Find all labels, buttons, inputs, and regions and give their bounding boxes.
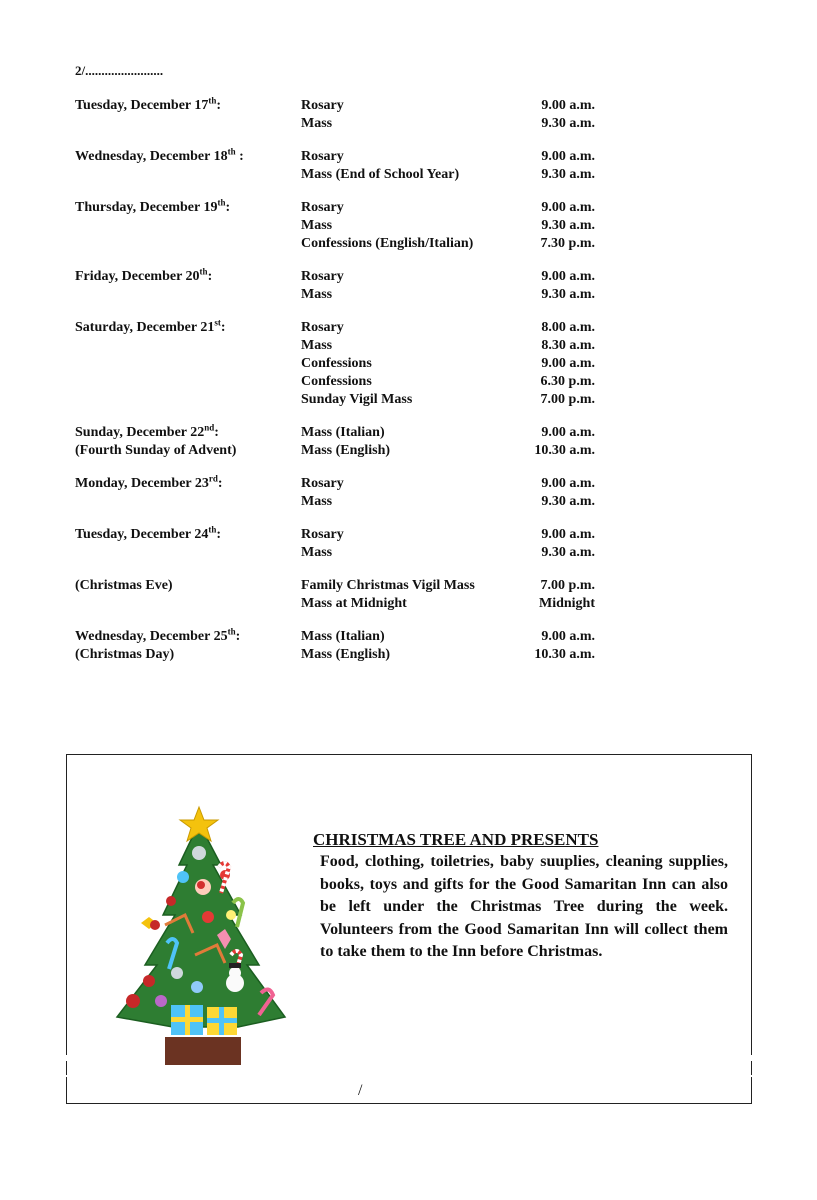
service-row <box>301 217 615 235</box>
service-name: Rosary <box>301 269 344 284</box>
service-name: Confessions (English/Italian) <box>301 236 474 251</box>
day-label <box>75 475 295 493</box>
service-row <box>301 544 615 562</box>
service-time: 9.30 a.m. <box>541 167 595 182</box>
service-row <box>301 595 615 613</box>
schedule-day <box>75 97 615 133</box>
service-row <box>301 424 615 442</box>
service-row <box>301 373 615 391</box>
service-name: Rosary <box>301 476 344 491</box>
day-ordinal-suffix: th <box>208 95 217 106</box>
service-name: Mass <box>301 494 333 509</box>
day-name: Wednesday, December 18 <box>75 149 228 164</box>
service-row <box>301 475 615 493</box>
day-label <box>75 97 295 115</box>
service-row <box>301 115 615 133</box>
day-name: Tuesday, December 17 <box>75 98 209 113</box>
notice-title: CHRISTMAS TREE AND PRESENTS <box>313 830 599 849</box>
service-time: 9.30 a.m. <box>541 116 595 131</box>
service-name: Sunday Vigil Mass <box>301 392 413 407</box>
day-ordinal-suffix: th <box>227 146 236 157</box>
service-row <box>301 268 615 286</box>
day-subtitle: (Fourth Sunday of Advent) <box>75 443 237 458</box>
page-reference: 2/........................ <box>75 63 164 78</box>
service-time: 9.30 a.m. <box>541 287 595 302</box>
service-row <box>301 199 615 217</box>
service-row <box>301 391 615 409</box>
day-name: Monday, December 23 <box>75 476 209 491</box>
day-name: Friday, December 20 <box>75 269 200 284</box>
service-time: 9.00 a.m. <box>541 149 595 164</box>
day-ordinal-suffix: th <box>208 524 217 535</box>
service-name: Mass (Italian) <box>301 629 385 644</box>
service-name: Mass at Midnight <box>301 596 407 611</box>
service-time: 7.00 p.m. <box>540 392 595 407</box>
service-name: Mass <box>301 116 333 131</box>
mass-schedule <box>75 97 615 679</box>
schedule-day <box>75 424 615 460</box>
service-name: Rosary <box>301 320 344 335</box>
day-ordinal-suffix: st <box>214 317 221 328</box>
day-colon: : <box>225 200 231 215</box>
slash-mark: / <box>358 1082 363 1099</box>
service-name: Confessions <box>301 356 372 371</box>
service-name: Confessions <box>301 374 372 389</box>
service-row <box>301 628 615 646</box>
schedule-day <box>75 148 615 184</box>
day-label <box>75 319 295 337</box>
schedule-day <box>75 268 615 304</box>
service-row <box>301 355 615 373</box>
service-time: 7.00 p.m. <box>540 578 595 593</box>
schedule-day <box>75 628 615 664</box>
day-colon: : <box>214 425 219 440</box>
day-colon: : <box>216 98 222 113</box>
day-label <box>75 577 295 595</box>
day-colon: : <box>216 527 222 542</box>
service-row <box>301 166 615 184</box>
service-name: Mass (Italian) <box>301 425 385 440</box>
service-time: 9.30 a.m. <box>541 494 595 509</box>
day-ordinal-suffix: th <box>227 626 236 637</box>
service-time: 9.30 a.m. <box>541 545 595 560</box>
service-name: Mass <box>301 218 333 233</box>
day-name: Wednesday, December 25 <box>75 629 228 644</box>
service-name: Mass (End of School Year) <box>301 167 460 182</box>
day-name: Thursday, December 19 <box>75 200 218 215</box>
day-ordinal-suffix: nd <box>204 422 215 433</box>
day-colon: : <box>235 629 241 644</box>
schedule-day <box>75 526 615 562</box>
service-row <box>301 148 615 166</box>
day-name: Saturday, December 21 <box>75 320 215 335</box>
day-name: (Christmas Eve) <box>75 578 173 593</box>
day-ordinal-suffix: th <box>217 197 226 208</box>
service-row <box>301 442 615 460</box>
day-label <box>75 148 295 166</box>
notice-body: Food, clothing, toiletries, baby suuplies, cleaning supplies, books, toys and gifts for the Good Samaritan Inn can also be left under the Christmas Tree during the week. Volunteers from the Good Samaritan Inn will collect them to take them to the Inn before Christmas. <box>320 853 728 960</box>
schedule-day <box>75 319 615 409</box>
day-label <box>75 424 295 460</box>
schedule-day <box>75 475 615 511</box>
service-row <box>301 235 615 253</box>
day-colon: : <box>207 269 213 284</box>
day-label <box>75 526 295 544</box>
service-time: 9.00 a.m. <box>541 356 595 371</box>
day-label <box>75 199 295 217</box>
service-row <box>301 286 615 304</box>
service-row <box>301 97 615 115</box>
service-name: Mass (English) <box>301 443 391 458</box>
service-time: Midnight <box>538 596 595 611</box>
schedule-day <box>75 199 615 253</box>
service-time: 7.30 p.m. <box>540 236 595 251</box>
day-label <box>75 628 295 664</box>
service-time: 9.00 a.m. <box>541 200 595 215</box>
service-row <box>301 337 615 355</box>
day-ordinal-suffix: rd <box>208 473 218 484</box>
service-row <box>301 526 615 544</box>
service-time: 6.30 p.m. <box>540 374 595 389</box>
service-row <box>301 493 615 511</box>
service-time: 8.00 a.m. <box>541 320 595 335</box>
service-name: Rosary <box>301 149 344 164</box>
notice-box <box>66 754 752 1104</box>
service-time: 10.30 a.m. <box>534 647 595 662</box>
service-row <box>301 646 615 664</box>
christmas-tree-icon <box>113 805 303 1067</box>
service-name: Rosary <box>301 527 344 542</box>
day-name: Tuesday, December 24 <box>75 527 209 542</box>
service-time: 8.30 a.m. <box>541 338 595 353</box>
service-row <box>301 319 615 337</box>
service-name: Family Christmas Vigil Mass <box>301 578 475 593</box>
service-name: Rosary <box>301 98 344 113</box>
service-name: Mass <box>301 287 333 302</box>
service-time: 9.00 a.m. <box>541 629 595 644</box>
day-label <box>75 268 295 286</box>
day-subtitle: (Christmas Day) <box>75 647 175 662</box>
service-name: Mass (English) <box>301 647 391 662</box>
service-time: 9.30 a.m. <box>541 218 595 233</box>
service-row <box>301 577 615 595</box>
service-time: 9.00 a.m. <box>541 425 595 440</box>
service-time: 9.00 a.m. <box>541 98 595 113</box>
day-name: Sunday, December 22 <box>75 425 205 440</box>
service-time: 9.00 a.m. <box>541 269 595 284</box>
service-time: 9.00 a.m. <box>541 527 595 542</box>
schedule-day <box>75 577 615 613</box>
service-name: Mass <box>301 338 333 353</box>
day-colon: : <box>220 320 226 335</box>
service-time: 10.30 a.m. <box>534 443 595 458</box>
day-colon: : <box>235 149 244 164</box>
day-ordinal-suffix: th <box>199 266 208 277</box>
service-time: 9.00 a.m. <box>541 476 595 491</box>
day-colon: : <box>217 476 223 491</box>
service-name: Rosary <box>301 200 344 215</box>
service-name: Mass <box>301 545 333 560</box>
